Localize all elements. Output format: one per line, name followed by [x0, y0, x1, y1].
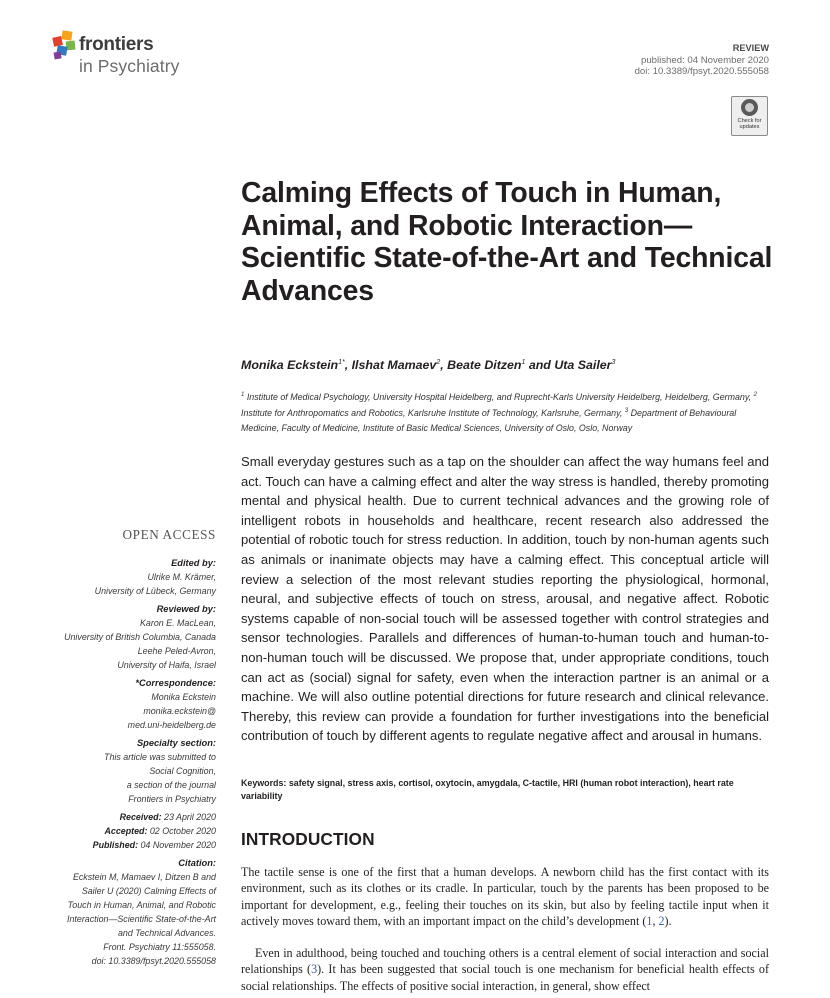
- frontiers-logo-icon: [52, 30, 78, 60]
- affil-text: Institute for Anthropomatics and Robotics, Karlsruhe Institute of Technology, Karlsruhe, Germany,: [241, 408, 623, 419]
- check-for-updates-button[interactable]: [731, 96, 768, 136]
- citation-label: Citation:: [178, 858, 216, 868]
- reviewer-line: University of Haifa, Israel: [117, 660, 216, 670]
- reviewer-line: University of British Columbia, Canada: [64, 632, 216, 642]
- correspondence-label: *Correspondence:: [135, 678, 216, 688]
- keywords-list: safety signal, stress axis, cortisol, oxytocin, amygdala, C-tactile, HRI (human robot interaction), heart rate variability: [241, 778, 734, 802]
- check-updates-label-line: Check for: [737, 118, 762, 124]
- brand-name: frontiers: [79, 34, 154, 55]
- keywords-label: Keywords:: [241, 778, 287, 788]
- keywords: [241, 777, 771, 804]
- author-name[interactable]: Monika Eckstein: [241, 358, 339, 372]
- paragraph-text: ). It has been suggested that social touch is one mechanism for beneficial health effects of social relationships. The effects of positive social interaction, in general, show effect: [241, 962, 769, 993]
- reviewer-line[interactable]: Karon E. MacLean,: [140, 618, 216, 628]
- citation-separator: ,: [652, 913, 659, 928]
- paragraph-text: ).: [664, 913, 672, 928]
- accepted-date: [16, 824, 216, 838]
- body-paragraph: [241, 864, 769, 929]
- article-doi[interactable]: doi: 10.3389/fpsyt.2020.555058: [634, 66, 769, 78]
- citation-line: Sailer U (2020) Calming Effects of: [81, 886, 216, 896]
- specialty-line: This article was submitted to: [104, 752, 216, 762]
- reviewed-by-label: Reviewed by:: [156, 604, 216, 614]
- accepted-label: Accepted:: [104, 826, 148, 836]
- editor-line: University of Lübeck, Germany: [94, 586, 216, 596]
- logo-block-orange: [61, 30, 72, 40]
- author-name[interactable]: Uta Sailer: [554, 358, 612, 372]
- specialty-line: Social Cognition,: [149, 766, 216, 776]
- section-heading-introduction: INTRODUCTION: [241, 829, 375, 849]
- article-title: Calming Effects of Touch in Human, Animal, and Robotic Interaction—Scientific State-of-the-Art and Technical Advances: [241, 177, 773, 307]
- citation-link[interactable]: 1: [646, 913, 653, 928]
- citation-line: Eckstein M, Mamaev I, Ditzen B and: [72, 872, 216, 882]
- paragraph-text: Even in adulthood, being touched and touching others is a central element of social interaction and social relationships (: [241, 946, 769, 977]
- received-date: [16, 810, 216, 824]
- specialty-line: a section of the journal: [126, 780, 216, 790]
- author-name[interactable]: Ilshat Mamaev: [351, 358, 437, 372]
- correspondence-email[interactable]: monika.eckstein@: [143, 706, 216, 716]
- editor-line[interactable]: Ulrike M. Krämer,: [147, 572, 216, 582]
- correspondence-line: Monika Eckstein: [151, 692, 216, 702]
- correspondence-email[interactable]: med.uni-heidelberg.de: [127, 720, 216, 730]
- affiliations: [241, 388, 776, 435]
- affil-num: 2: [753, 392, 757, 398]
- open-access-badge: OPEN ACCESS: [122, 527, 216, 542]
- author-name[interactable]: Beate Ditzen: [447, 358, 522, 372]
- article-sidebar: [16, 527, 216, 968]
- citation-link[interactable]: 3: [311, 962, 318, 977]
- logo-block-purple: [54, 51, 62, 59]
- affil-text: Department of Behavioural Medicine, Faculty of Medicine, Institute of Basic Medical Sciences, University of Oslo, Oslo, Norway: [241, 408, 737, 433]
- check-updates-icon: [741, 99, 758, 116]
- journal-name: in Psychiatry: [79, 56, 180, 76]
- citation-line: and Technical Advances.: [117, 928, 216, 938]
- published-date-sidebar: [16, 838, 216, 852]
- paragraph-text: The tactile sense is one of the first that a human develops. A newborn child has the first contact with its environment, such as its clothes or its cradle. In particular, touch by the parents has been proposed to be important for development, e.g., feeling their touches on its skin, but also by feeling tactile input when it actively moves toward them, with an important impact on the child’s development (: [241, 865, 769, 928]
- author-affil-ref: 1: [521, 358, 526, 366]
- logo-block-red: [52, 36, 63, 47]
- citation-link[interactable]: 2: [658, 913, 665, 928]
- affil-text: Institute of Medical Psychology, University Hospital Heidelberg, and Ruprecht-Karls University Heidelberg, Heidelberg, Germany,: [246, 391, 752, 402]
- published-label: Published:: [92, 840, 139, 850]
- journal-logo[interactable]: [52, 30, 202, 80]
- affil-num: 1: [241, 392, 245, 398]
- received-label: Received:: [119, 812, 162, 822]
- affil-num: 3: [624, 408, 629, 415]
- abstract: Small everyday gestures such as a tap on the shoulder can affect the way humans feel and act. Touch can have a calming effect and alter the way stress is handled, thereby promoting mental and physical health. Due to current technical advances and the growing role of intelligent robots in households and healthcare, recent research also addressed the potential of robotic touch for stress reduction. In addition, touch by non-human agents such as animals or inanimate objects may have a calming effect. This conceptual article will review a selection of the most relevant studies reporting the physiological, hormonal, neural, and subjective effects of touch on stress, arousal, and negative affect. Robotic systems capable of non-social touch will be assessed together with control strategies and sensor technologies. Parallels and differences of human-to-human touch and human-to-non-human touch will be discussed. We propose that, under appropriate conditions, touch can act as (social) signal for safety, even when the interaction partner is an animal or a machine. We will also outline potential directions for future research and clinical relevance. Thereby, this review can provide a foundation for further investigations into the beneficial contribution of touch by different agents to regulate negative affect and arousal in humans.: [241, 454, 769, 744]
- specialty-label: Specialty section:: [136, 738, 216, 748]
- check-updates-label-line: updates: [739, 124, 760, 131]
- author-affil-ref: 3: [611, 358, 616, 366]
- body-paragraph: [241, 945, 769, 994]
- received-value: 23 April 2020: [164, 812, 216, 822]
- citation-line: Interaction—Scientific State-of-the-Art: [67, 914, 216, 924]
- edited-by-label: Edited by:: [171, 558, 216, 568]
- published-value: 04 November 2020: [140, 840, 216, 850]
- author-list: Monika Eckstein$^{1*}$, Ilshat Mamaev$^2$, Beate Ditzen$^1$ and Uta Sailer$^3$: [241, 358, 616, 372]
- check-updates-label: [732, 118, 767, 131]
- author-affil-ref: 1*: [338, 358, 345, 366]
- author-affil-ref: 2: [436, 358, 441, 366]
- article-meta: [635, 43, 769, 78]
- citation-line: Front. Psychiatry 11:555058.: [103, 942, 216, 952]
- accepted-value: 02 October 2020: [149, 826, 216, 836]
- published-date: published: 04 November 2020: [640, 54, 769, 66]
- reviewer-line[interactable]: Leehe Peled-Avron,: [137, 646, 216, 656]
- specialty-line: Frontiers in Psychiatry: [128, 794, 216, 804]
- citation-line: Touch in Human, Animal, and Robotic: [67, 900, 216, 910]
- citation-doi[interactable]: doi: 10.3389/fpsyt.2020.555058: [91, 956, 216, 966]
- article-type: REVIEW: [732, 43, 769, 53]
